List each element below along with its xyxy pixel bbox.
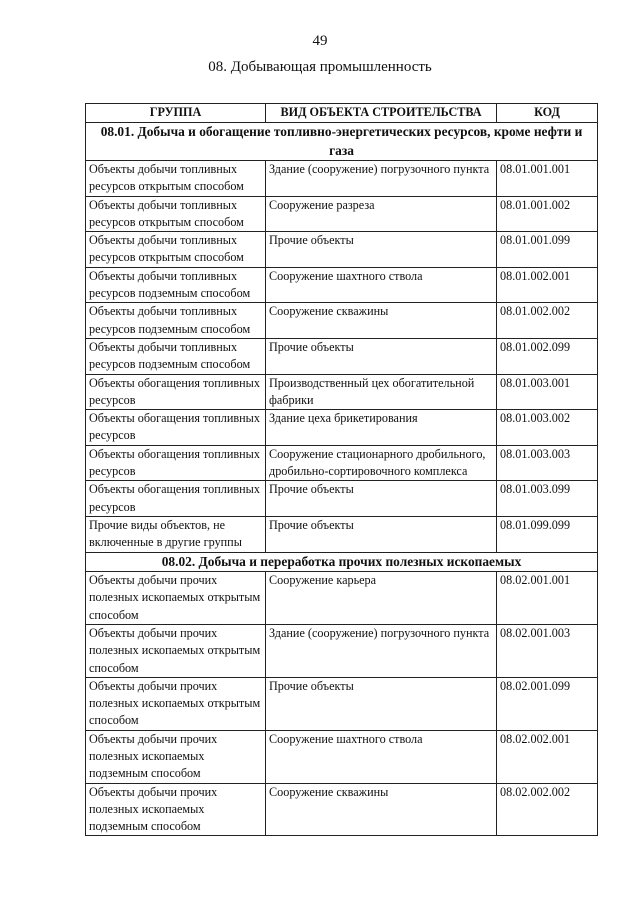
cell-group: Объекты добычи топливных ресурсов подземным способом <box>86 338 266 374</box>
cell-code: 08.01.001.099 <box>497 232 598 268</box>
cell-object-type: Сооружение карьера <box>266 572 497 625</box>
cell-code: 08.01.003.003 <box>497 445 598 481</box>
cell-code: 08.01.099.099 <box>497 516 598 552</box>
cell-object-type: Прочие объекты <box>266 516 497 552</box>
table-row <box>86 303 598 339</box>
cell-code: 08.01.002.099 <box>497 338 598 374</box>
cell-code: 08.01.003.002 <box>497 410 598 446</box>
section-title: 08.01. Добыча и обогащение топливно-энергетических ресурсов, кроме нефти и газа <box>86 123 598 161</box>
cell-code: 08.02.001.003 <box>497 624 598 677</box>
cell-group: Объекты добычи топливных ресурсов открытым способом <box>86 232 266 268</box>
cell-group: Объекты добычи прочих полезных ископаемых открытым способом <box>86 624 266 677</box>
table-row <box>86 730 598 783</box>
page-title: 08. Добывающая промышленность <box>208 59 432 75</box>
page-number: 49 <box>312 33 328 49</box>
cell-object-type: Прочие объекты <box>266 232 497 268</box>
table-row <box>86 267 598 303</box>
section-row <box>86 123 598 161</box>
cell-object-type: Прочие объекты <box>266 481 497 517</box>
table-row <box>86 232 598 268</box>
cell-group: Объекты добычи топливных ресурсов открытым способом <box>86 196 266 232</box>
cell-group: Объекты обогащения топливных ресурсов <box>86 445 266 481</box>
cell-code: 08.02.002.002 <box>497 783 598 836</box>
section-row <box>86 552 598 572</box>
table-row <box>86 196 598 232</box>
table-row <box>86 677 598 730</box>
header-object-type: ВИД ОБЪЕКТА СТРОИТЕЛЬСТВА <box>266 104 497 123</box>
cell-object-type: Сооружение стационарного дробильного, дробильно-сортировочного комплекса <box>266 445 497 481</box>
cell-group: Объекты добычи топливных ресурсов подземным способом <box>86 303 266 339</box>
cell-group: Объекты добычи прочих полезных ископаемых подземным способом <box>86 730 266 783</box>
cell-object-type: Производственный цех обогатительной фабрики <box>266 374 497 410</box>
cell-object-type: Сооружение шахтного ствола <box>266 267 497 303</box>
table-row <box>86 374 598 410</box>
cell-code: 08.01.002.001 <box>497 267 598 303</box>
table-body <box>86 123 598 836</box>
cell-object-type: Сооружение разреза <box>266 196 497 232</box>
table-header-row <box>86 104 598 123</box>
cell-object-type: Сооружение скважины <box>266 783 497 836</box>
cell-group: Объекты добычи топливных ресурсов подземным способом <box>86 267 266 303</box>
cell-code: 08.01.003.001 <box>497 374 598 410</box>
table-row <box>86 161 598 197</box>
cell-object-type: Здание (сооружение) погрузочного пункта <box>266 624 497 677</box>
table-row <box>86 572 598 625</box>
cell-code: 08.01.001.001 <box>497 161 598 197</box>
cell-group: Объекты обогащения топливных ресурсов <box>86 481 266 517</box>
cell-group: Объекты добычи прочих полезных ископаемых подземным способом <box>86 783 266 836</box>
table-row <box>86 783 598 836</box>
cell-group: Объекты обогащения топливных ресурсов <box>86 410 266 446</box>
table-row <box>86 410 598 446</box>
table-row <box>86 481 598 517</box>
cell-code: 08.01.001.002 <box>497 196 598 232</box>
table-row <box>86 624 598 677</box>
cell-object-type: Сооружение шахтного ствола <box>266 730 497 783</box>
cell-object-type: Здание (сооружение) погрузочного пункта <box>266 161 497 197</box>
table-row <box>86 516 598 552</box>
cell-group: Объекты добычи прочих полезных ископаемых открытым способом <box>86 572 266 625</box>
cell-code: 08.02.002.001 <box>497 730 598 783</box>
cell-object-type: Прочие объекты <box>266 338 497 374</box>
cell-object-type: Прочие объекты <box>266 677 497 730</box>
section-title: 08.02. Добыча и переработка прочих полезных ископаемых <box>86 552 598 572</box>
table-row <box>86 338 598 374</box>
header-code: КОД <box>497 104 598 123</box>
cell-group: Прочие виды объектов, не включенные в другие группы <box>86 516 266 552</box>
cell-code: 08.01.003.099 <box>497 481 598 517</box>
classification-table <box>85 103 598 836</box>
cell-group: Объекты добычи топливных ресурсов открытым способом <box>86 161 266 197</box>
cell-code: 08.02.001.099 <box>497 677 598 730</box>
table-row <box>86 445 598 481</box>
cell-group: Объекты обогащения топливных ресурсов <box>86 374 266 410</box>
cell-object-type: Сооружение скважины <box>266 303 497 339</box>
cell-object-type: Здание цеха брикетирования <box>266 410 497 446</box>
cell-code: 08.01.002.002 <box>497 303 598 339</box>
header-group: ГРУППА <box>86 104 266 123</box>
cell-code: 08.02.001.001 <box>497 572 598 625</box>
cell-group: Объекты добычи прочих полезных ископаемых открытым способом <box>86 677 266 730</box>
